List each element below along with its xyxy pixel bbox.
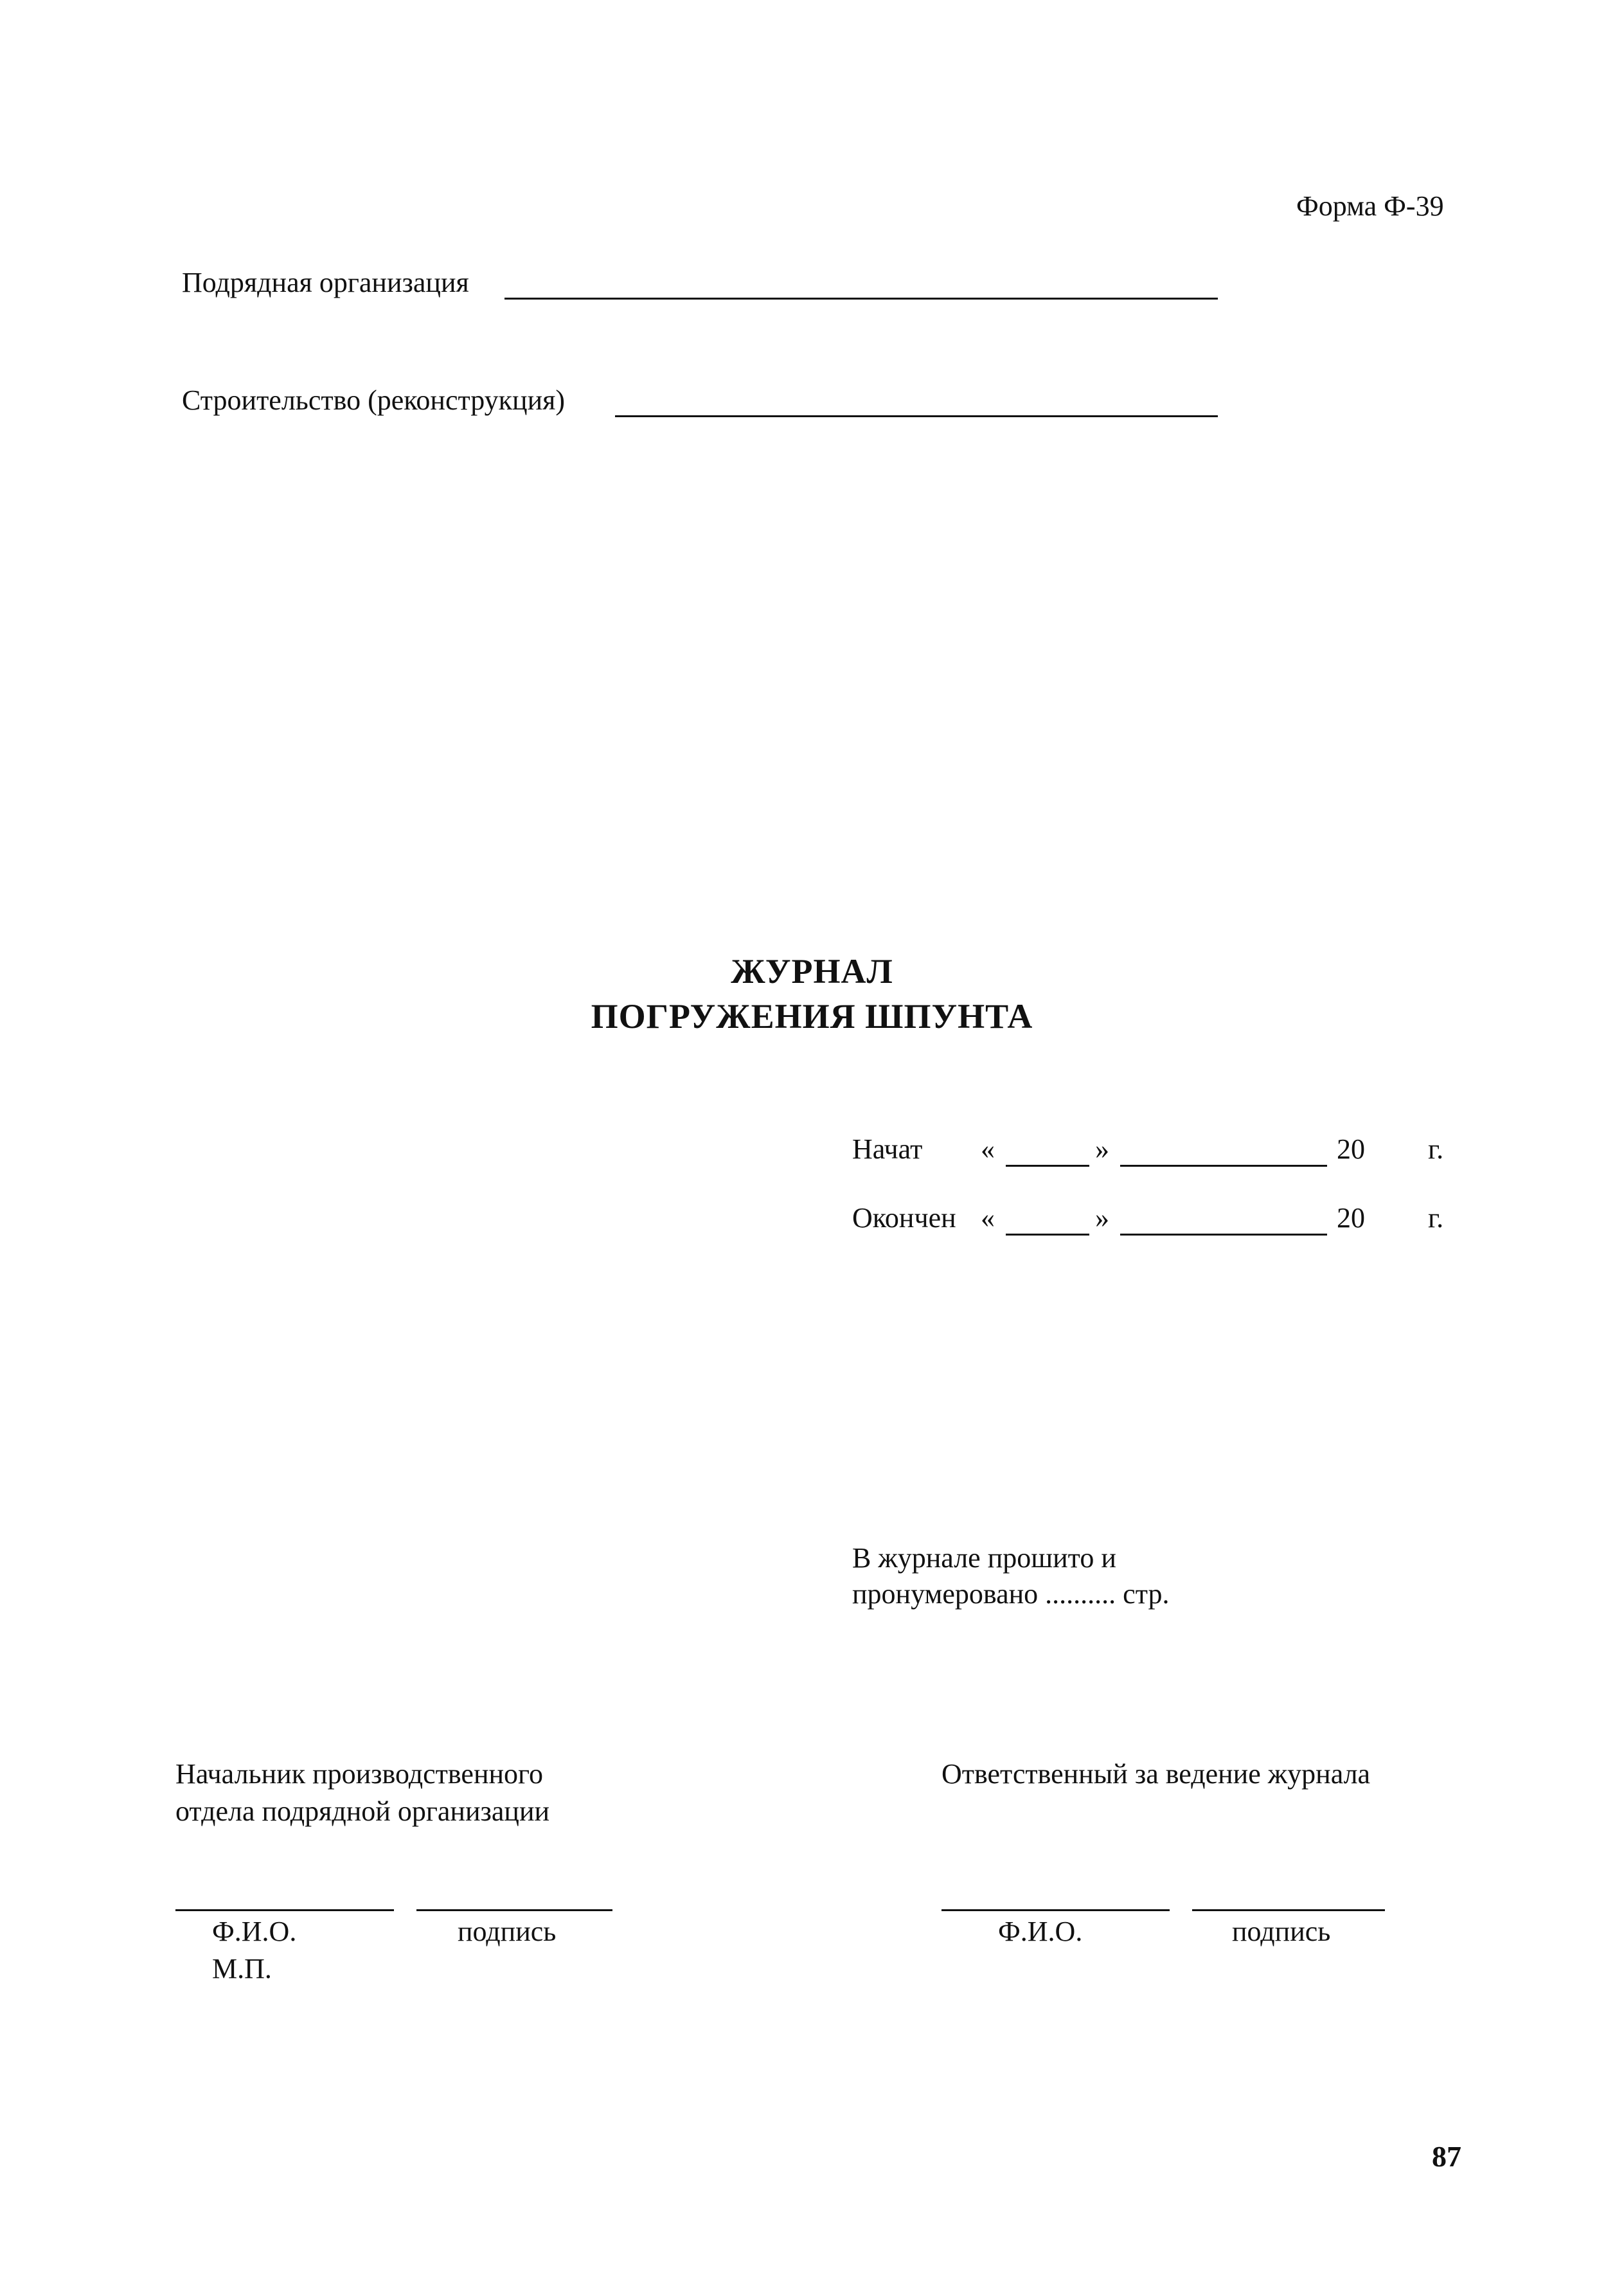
- started-label: Начат: [852, 1133, 923, 1165]
- page-number: 87: [1432, 2140, 1461, 2173]
- left-signer-title-line1: Начальник производственного: [175, 1758, 543, 1790]
- left-name-field[interactable]: [175, 1909, 394, 1911]
- contractor-field-line[interactable]: [504, 298, 1218, 300]
- left-name-caption: Ф.И.О.: [212, 1916, 297, 1947]
- started-day-field[interactable]: [1006, 1165, 1089, 1167]
- right-signature-caption: подпись: [1232, 1916, 1331, 1947]
- finished-quote-close: »: [1095, 1202, 1109, 1234]
- finished-label: Окончен: [852, 1202, 956, 1234]
- construction-field-line[interactable]: [615, 415, 1218, 417]
- contractor-label: Подрядная организация: [182, 267, 469, 298]
- left-signer-title-line2: отдела подрядной организации: [175, 1795, 550, 1827]
- finished-year-suffix: г.: [1428, 1202, 1444, 1234]
- started-year-suffix: г.: [1428, 1133, 1444, 1165]
- left-signature-caption: подпись: [458, 1916, 557, 1947]
- journal-title-line1: ЖУРНАЛ: [731, 952, 893, 991]
- left-signature-field[interactable]: [416, 1909, 612, 1911]
- journal-title-line2: ПОГРУЖЕНИЯ ШПУНТА: [591, 997, 1033, 1036]
- started-month-field[interactable]: [1120, 1165, 1327, 1167]
- finished-day-field[interactable]: [1006, 1234, 1089, 1236]
- started-year-prefix: 20: [1337, 1133, 1365, 1165]
- finished-month-field[interactable]: [1120, 1234, 1327, 1236]
- pages-note-line2: пронумеровано .......... стр.: [852, 1578, 1170, 1610]
- started-quote-close: »: [1095, 1133, 1109, 1165]
- right-name-caption: Ф.И.О.: [998, 1916, 1083, 1947]
- construction-label: Строительство (реконструкция): [182, 384, 566, 416]
- finished-year-prefix: 20: [1337, 1202, 1365, 1234]
- right-signature-field[interactable]: [1192, 1909, 1385, 1911]
- form-label: Форма Ф-39: [1296, 190, 1444, 222]
- finished-quote-open: «: [981, 1202, 995, 1234]
- right-signer-title: Ответственный за ведение журнала: [941, 1758, 1371, 1790]
- pages-note-line1: В журнале прошито и: [852, 1542, 1116, 1574]
- right-name-field[interactable]: [941, 1909, 1170, 1911]
- started-quote-open: «: [981, 1133, 995, 1165]
- stamp-label: М.П.: [212, 1953, 272, 1984]
